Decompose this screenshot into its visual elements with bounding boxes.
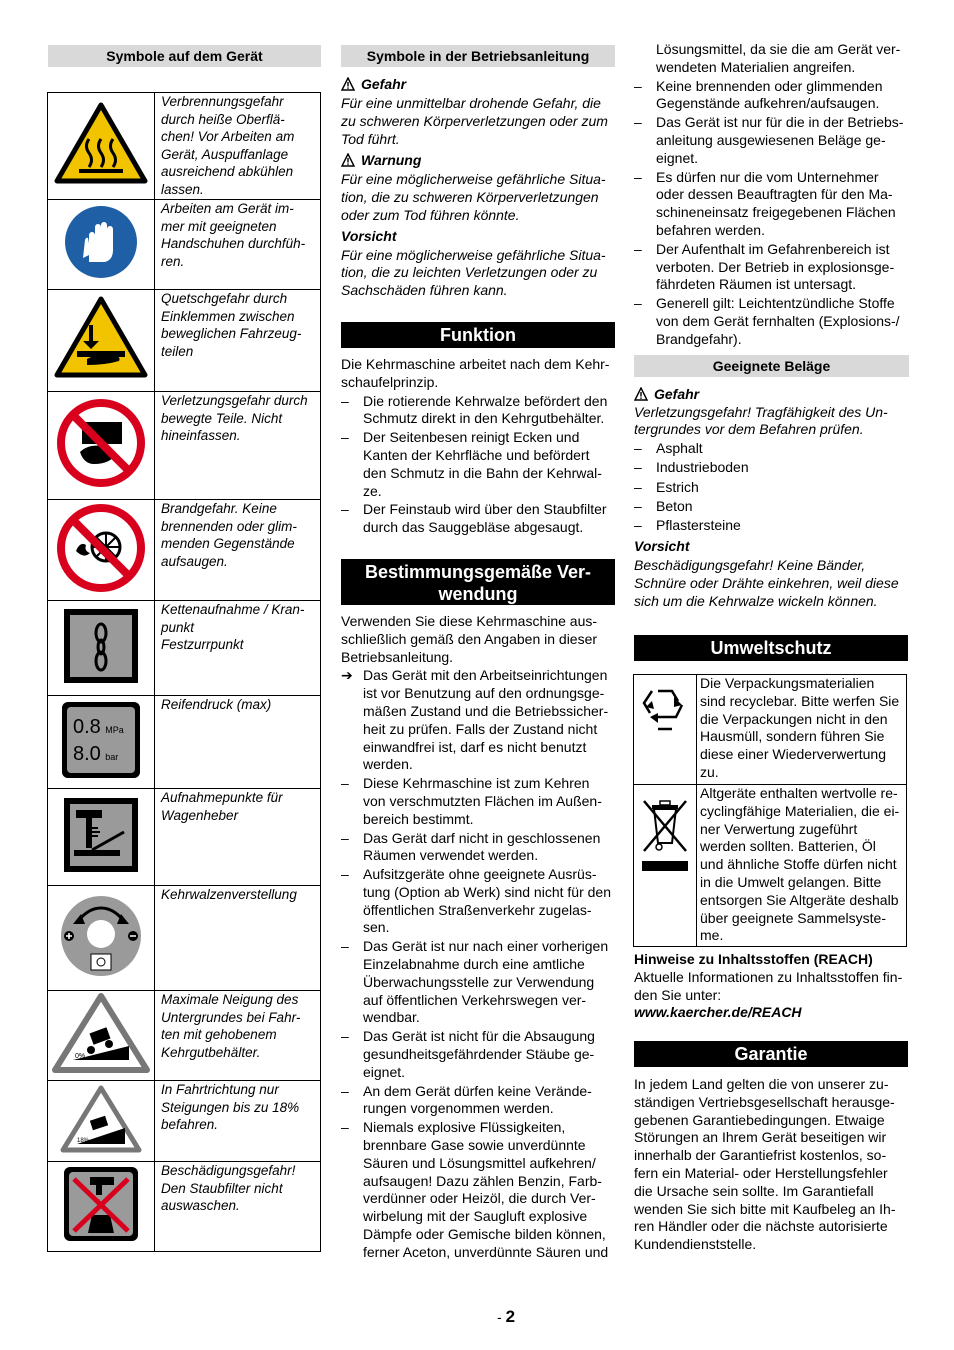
symbol-cell (48, 1081, 155, 1162)
gefahr-text: Verletzungsgefahr! Tragfähigkeit des Un-tergrundes vor dem Befahren prüfen. (634, 403, 888, 438)
symbol-text: Verletzungsgefahr durch bewegte Teile. Nicht hineinfassen. (155, 392, 321, 500)
warning-triangle-icon (634, 387, 648, 401)
list-item: – Keine brennenden oder glimmenden Gegenstände aufkehren/aufsaugen. (634, 78, 909, 114)
continued-text: Lösungsmittel, da sie die am Gerät ver-wendeten Materialien angreifen. (656, 41, 901, 75)
list-item: – Der Aufenthalt im Gefahrenbereich ist verboten. Der Betrieb in explosionsge-fährdeten Räumen ist untersagt. (634, 241, 909, 294)
symbol-cell (48, 93, 155, 200)
pressure-unit-bar: bar (105, 751, 119, 762)
list-item: – Asphalt (634, 440, 909, 458)
arrow-icon: ➔ (341, 667, 353, 684)
reach-heading: Hinweise zu Inhaltsstoffen (REACH) (634, 951, 873, 967)
crossed-bin-icon (638, 793, 692, 877)
symbol-cell (48, 200, 155, 290)
list-item: – An dem Gerät dürfen keine Verände-rungen vorgenommen werden. (341, 1083, 615, 1119)
symbol-text: Beschädigungsgefahr! Den Staubfilter nicht auswaschen. (155, 1162, 321, 1252)
symbol-text: Kettenaufnahme / Kran-punkt Festzurrpunkt (155, 601, 321, 696)
pressure-value-mpa: 0.8 (73, 715, 101, 738)
list-item: – Estrich (634, 479, 909, 497)
no-wash-filter-icon (62, 1165, 140, 1243)
pressure-unit-mpa: MPa (105, 724, 124, 735)
footer-dash: - (497, 1309, 502, 1325)
symbol-text: Maximale Neigung des Untergrundes bei Fahr-ten mit gehobenem Kehrgutbehälter. (155, 991, 321, 1081)
bestimmung-heading-line-2: wendung (438, 583, 518, 604)
no-reaching-in-icon (56, 398, 146, 488)
list-item: – Niemals explosive Flüssigkeiten, brennbare Gase sowie unverdünnte Säuren und Lösungsmittel aufkehren/ aufsaugen! Dazu zählen Benzin, Farb-verdünner oder Heizöl, die durch Ver-wirbelung mit der Saugluft explosive Dämpfe oder Gemische bilden können, ferner Aceton, unverdünnte Säuren und (341, 1119, 615, 1261)
vorsicht-label: Vorsicht (634, 538, 690, 555)
list-item: – Beton (634, 498, 909, 516)
symbol-text: Verbrennungsgefahr durch heiße Oberflä-chen! Vor Arbeiten am Gerät, Auspuffanlage ausreichend abkühlen lassen. (155, 93, 321, 200)
roller-adjust-icon (59, 894, 143, 978)
symbol-text: Kehrwalzenverstellung (155, 886, 321, 991)
symbol-cell (48, 392, 155, 500)
list-item: – Industrieboden (634, 459, 909, 477)
symbols-manual-heading: Symbole in der Betriebsanleitung (341, 45, 615, 67)
symbol-text: Reifendruck (max) (155, 696, 321, 789)
vorsicht-text: Für eine möglicherweise gefährliche Situa-tion, die zu leichten Verletzungen oder zu Sachschäden führen kann. (341, 246, 606, 299)
environment-text: Die Verpackungsmaterialien sind recyclebar. Bitte werfen Sie die Verpackungen nicht in den Hausmüll, sondern führen Sie diese einer Wiederverwertung zu. (697, 675, 907, 785)
list-item: – Das Gerät ist nur für die in der Betriebs-anleitung ausgewiesenen Beläge ge-eignet. (634, 114, 909, 167)
bestimmung-heading-line-1: Bestimmungsgemäße Ver- (364, 561, 592, 582)
reach-link[interactable]: www.kaercher.de/REACH (634, 1004, 802, 1021)
slope-label: 18% (77, 1137, 90, 1144)
list-item: – Das Gerät ist nicht für die Absaugung gesundheitsgefährdender Stäube ge-eignet. (341, 1028, 615, 1081)
list-item: – Es dürfen nur die vom Unternehmer oder dessen Beauftragten für den Ma-schineneinsatz freigegebenen Flächen befahren werden. (634, 169, 909, 240)
symbol-text: Arbeiten am Gerät im-mer mit geeigneten Handschuhen durchfüh-ren. (155, 200, 321, 290)
column-3 (634, 41, 909, 610)
max-slope-icon (51, 992, 151, 1074)
environment-icon-cell (634, 675, 697, 785)
list-item: – Das Gerät ist nur nach einer vorherigen Einzelabnahme durch eine amtliche Überwachungsstelle zur Verwendung auf öffentlichen Verkehrswegen ver-wendbar. (341, 938, 615, 1027)
list-item: – Das Gerät darf nicht in geschlossenen Räumen verwendet werden. (341, 830, 615, 866)
gefahr-label: Gefahr (361, 76, 407, 92)
umwelt-heading: Umweltschutz (634, 635, 908, 661)
gefahr-heading (341, 75, 615, 93)
symbol-text: Aufnahmepunkte für Wagenheber (155, 789, 321, 886)
gefahr-text: Für eine unmittelbar drohende Gefahr, die zu schweren Körperverletzungen oder zum Tod führt. (341, 95, 608, 147)
symbols-table (47, 92, 321, 1252)
bestimmung-heading (341, 559, 615, 605)
list-item: – Der Feinstaub wird über den Staubfilter durch das Sauggebläse abgesaugt. (341, 501, 615, 537)
funktion-intro: Die Kehrmaschine arbeitet nach dem Kehr-schaufelprinzip. (341, 355, 610, 390)
list-item: – Die rotierende Kehrwalze befördert den Schmutz direkt in den Kehrgutbehälter. (341, 393, 615, 429)
vorsicht-text: Beschädigungsgefahr! Keine Bänder, Schnüre oder Drähte einkehren, weil diese sich um die Kehrwalze wickeln können. (634, 556, 899, 609)
symbol-cell (48, 601, 155, 696)
no-burning-objects-icon (56, 503, 146, 593)
symbol-text: Quetschgefahr durch Einklemmen zwischen beweglichen Fahrzeug-teilen (155, 290, 321, 392)
symbol-cell (48, 789, 155, 886)
symbol-cell (48, 290, 155, 392)
page-number: 2 (505, 1307, 516, 1326)
hot-surface-warning-icon (53, 101, 149, 187)
tire-pressure-icon (62, 702, 140, 778)
environment-text: Altgeräte enthalten wertvolle re-cyclingfähige Materialien, die ei-ner Verwertung zugeführt werden sollten. Batterien, Öl und ähnliche Stoffe dürfen nicht in die Umwelt gelangen. Bitte entsorgen Sie Altgeräte deshalb über geeignete Sammelsyste-me. (697, 785, 907, 947)
warnung-text: Für eine möglicherweise gefährliche Situa-tion, die zu schweren Körperverletzungen oder zum Tod führen könnte. (341, 171, 606, 223)
arrow-list-item (341, 667, 615, 774)
warnung-label: Warnung (361, 152, 422, 169)
pressure-value-bar: 8.0 (73, 742, 101, 765)
funktion-heading: Funktion (341, 322, 615, 348)
list-item: – Pflastersteine (634, 517, 909, 535)
reach-text: Aktuelle Informationen zu Inhaltsstoffen fin-den Sie unter: (634, 968, 903, 1003)
environment-table (633, 674, 907, 947)
warning-triangle-icon (341, 77, 355, 91)
symbols-device-heading: Symbole auf dem Gerät (48, 45, 321, 67)
belaege-heading: Geeignete Beläge (634, 355, 909, 377)
symbol-text: Brandgefahr. Keine brennenden oder glim-menden Gegenstände aufsaugen. (155, 500, 321, 601)
bestimmung-intro: Verwenden Sie diese Kehrmaschine aus-schließlich gemäß den Angaben in dieser Betriebsanleitung. (341, 612, 598, 665)
vorsicht-label: Vorsicht (341, 227, 397, 244)
symbol-cell (48, 1162, 155, 1252)
jack-point-icon (62, 796, 140, 874)
column-2 (341, 45, 615, 1262)
wear-gloves-icon (63, 204, 139, 280)
symbol-cell (48, 886, 155, 991)
slope-label: 0% (75, 1053, 86, 1060)
warning-triangle-icon (341, 153, 355, 167)
symbol-cell (48, 696, 155, 789)
recycle-icon (638, 683, 692, 737)
list-item: – Generell gilt: Leichtentzündliche Stoffe von dem Gerät fernhalten (Explosions-/ Brandgefahr). (634, 295, 909, 348)
list-item: – Diese Kehrmaschine ist zum Kehren von verschmutzten Flächen im Außen-bereich bestimmt. (341, 775, 615, 828)
symbol-cell (48, 991, 155, 1081)
warnung-heading (341, 151, 615, 169)
environment-icon-cell (634, 785, 697, 947)
garantie-heading: Garantie (634, 1041, 908, 1067)
arrow-item-text: Das Gerät mit den Arbeitseinrichtungen ist vor Benutzung auf den ordnungsge-mäßen Zustand und die Betriebssicher-heit zu prüfen. Falls der Zustand nicht einwandfrei ist, darf es nicht benutzt werden. (363, 667, 609, 773)
slope-18-icon (59, 1084, 143, 1154)
page-footer (497, 1307, 515, 1327)
garantie-text: In jedem Land gelten die von unserer zu-ständigen Vertriebsgesellschaft herausge-gebenen Garantiebedingungen. Etwaige Störungen an Ihrem Gerät beseitigen wir innerhalb der Garantiefrist kostenlos, so-fern ein Material- oder Herstellungsfehler die Ursache sein sollte. Im Garantiefall wenden Sie sich bitte mit Kaufbeleg an Ih-ren Händler oder die nächste autorisierte Kundendienststelle. (634, 1076, 896, 1253)
list-item: – Der Seitenbesen reinigt Ecken und Kanten der Kehrfläche und befördert den Schmutz in die Bahn der Kehrwal-ze. (341, 429, 615, 500)
gefahr-heading (634, 385, 909, 403)
list-item: – Aufsitzgeräte ohne geeignete Ausrüs-tung (Option ab Werk) sind nicht für den öffentlichen Straßenverkehr zugelas-sen. (341, 866, 615, 937)
reach-section (634, 951, 909, 1022)
symbol-cell (48, 500, 155, 601)
crush-hazard-icon (53, 295, 149, 381)
chain-point-icon (62, 607, 140, 685)
gefahr-label: Gefahr (654, 385, 700, 402)
symbol-text: In Fahrtrichtung nur Steigungen bis zu 18% befahren. (155, 1081, 321, 1162)
